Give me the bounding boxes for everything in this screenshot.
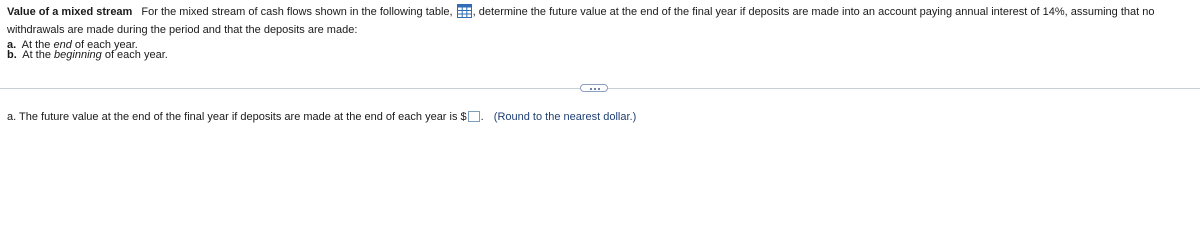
part-b (7, 50, 168, 60)
data-table-icon[interactable] (457, 4, 472, 18)
ellipsis-icon-dot (598, 88, 600, 90)
answer-row (7, 111, 636, 124)
question-text-start: For the mixed stream of cash flows shown in the following table, (141, 6, 453, 18)
answer-period: . (480, 111, 484, 123)
part-a-text-post: of each year. (74, 39, 138, 51)
ellipsis-icon-dot (594, 88, 596, 90)
rounding-hint: (Round to the nearest dollar.) (493, 111, 637, 123)
question-title: Value of a mixed stream (7, 6, 133, 18)
question-text-end: , determine the future value at the end of the final year if deposits are made into an account paying annual interest of 14%, assuming that no withdrawals are made during the period and that the deposits are made: (7, 6, 1155, 36)
part-a-emphasis: end (53, 39, 72, 51)
part-b-letter: b. (7, 49, 17, 61)
expand-ellipsis-button[interactable] (580, 84, 608, 92)
question-parts (7, 40, 168, 60)
part-b-text-pre: At the (22, 49, 51, 61)
part-b-text-post: of each year. (104, 49, 168, 61)
part-b-emphasis: beginning (54, 49, 102, 61)
answer-prompt: a. The future value at the end of the final year if deposits are made at the end of each year is $ (7, 111, 467, 123)
ellipsis-icon (590, 88, 592, 90)
future-value-input[interactable] (468, 111, 480, 122)
part-a-letter: a. (7, 39, 17, 51)
question-prompt (7, 3, 1195, 39)
part-a-text-pre: At the (21, 39, 51, 51)
